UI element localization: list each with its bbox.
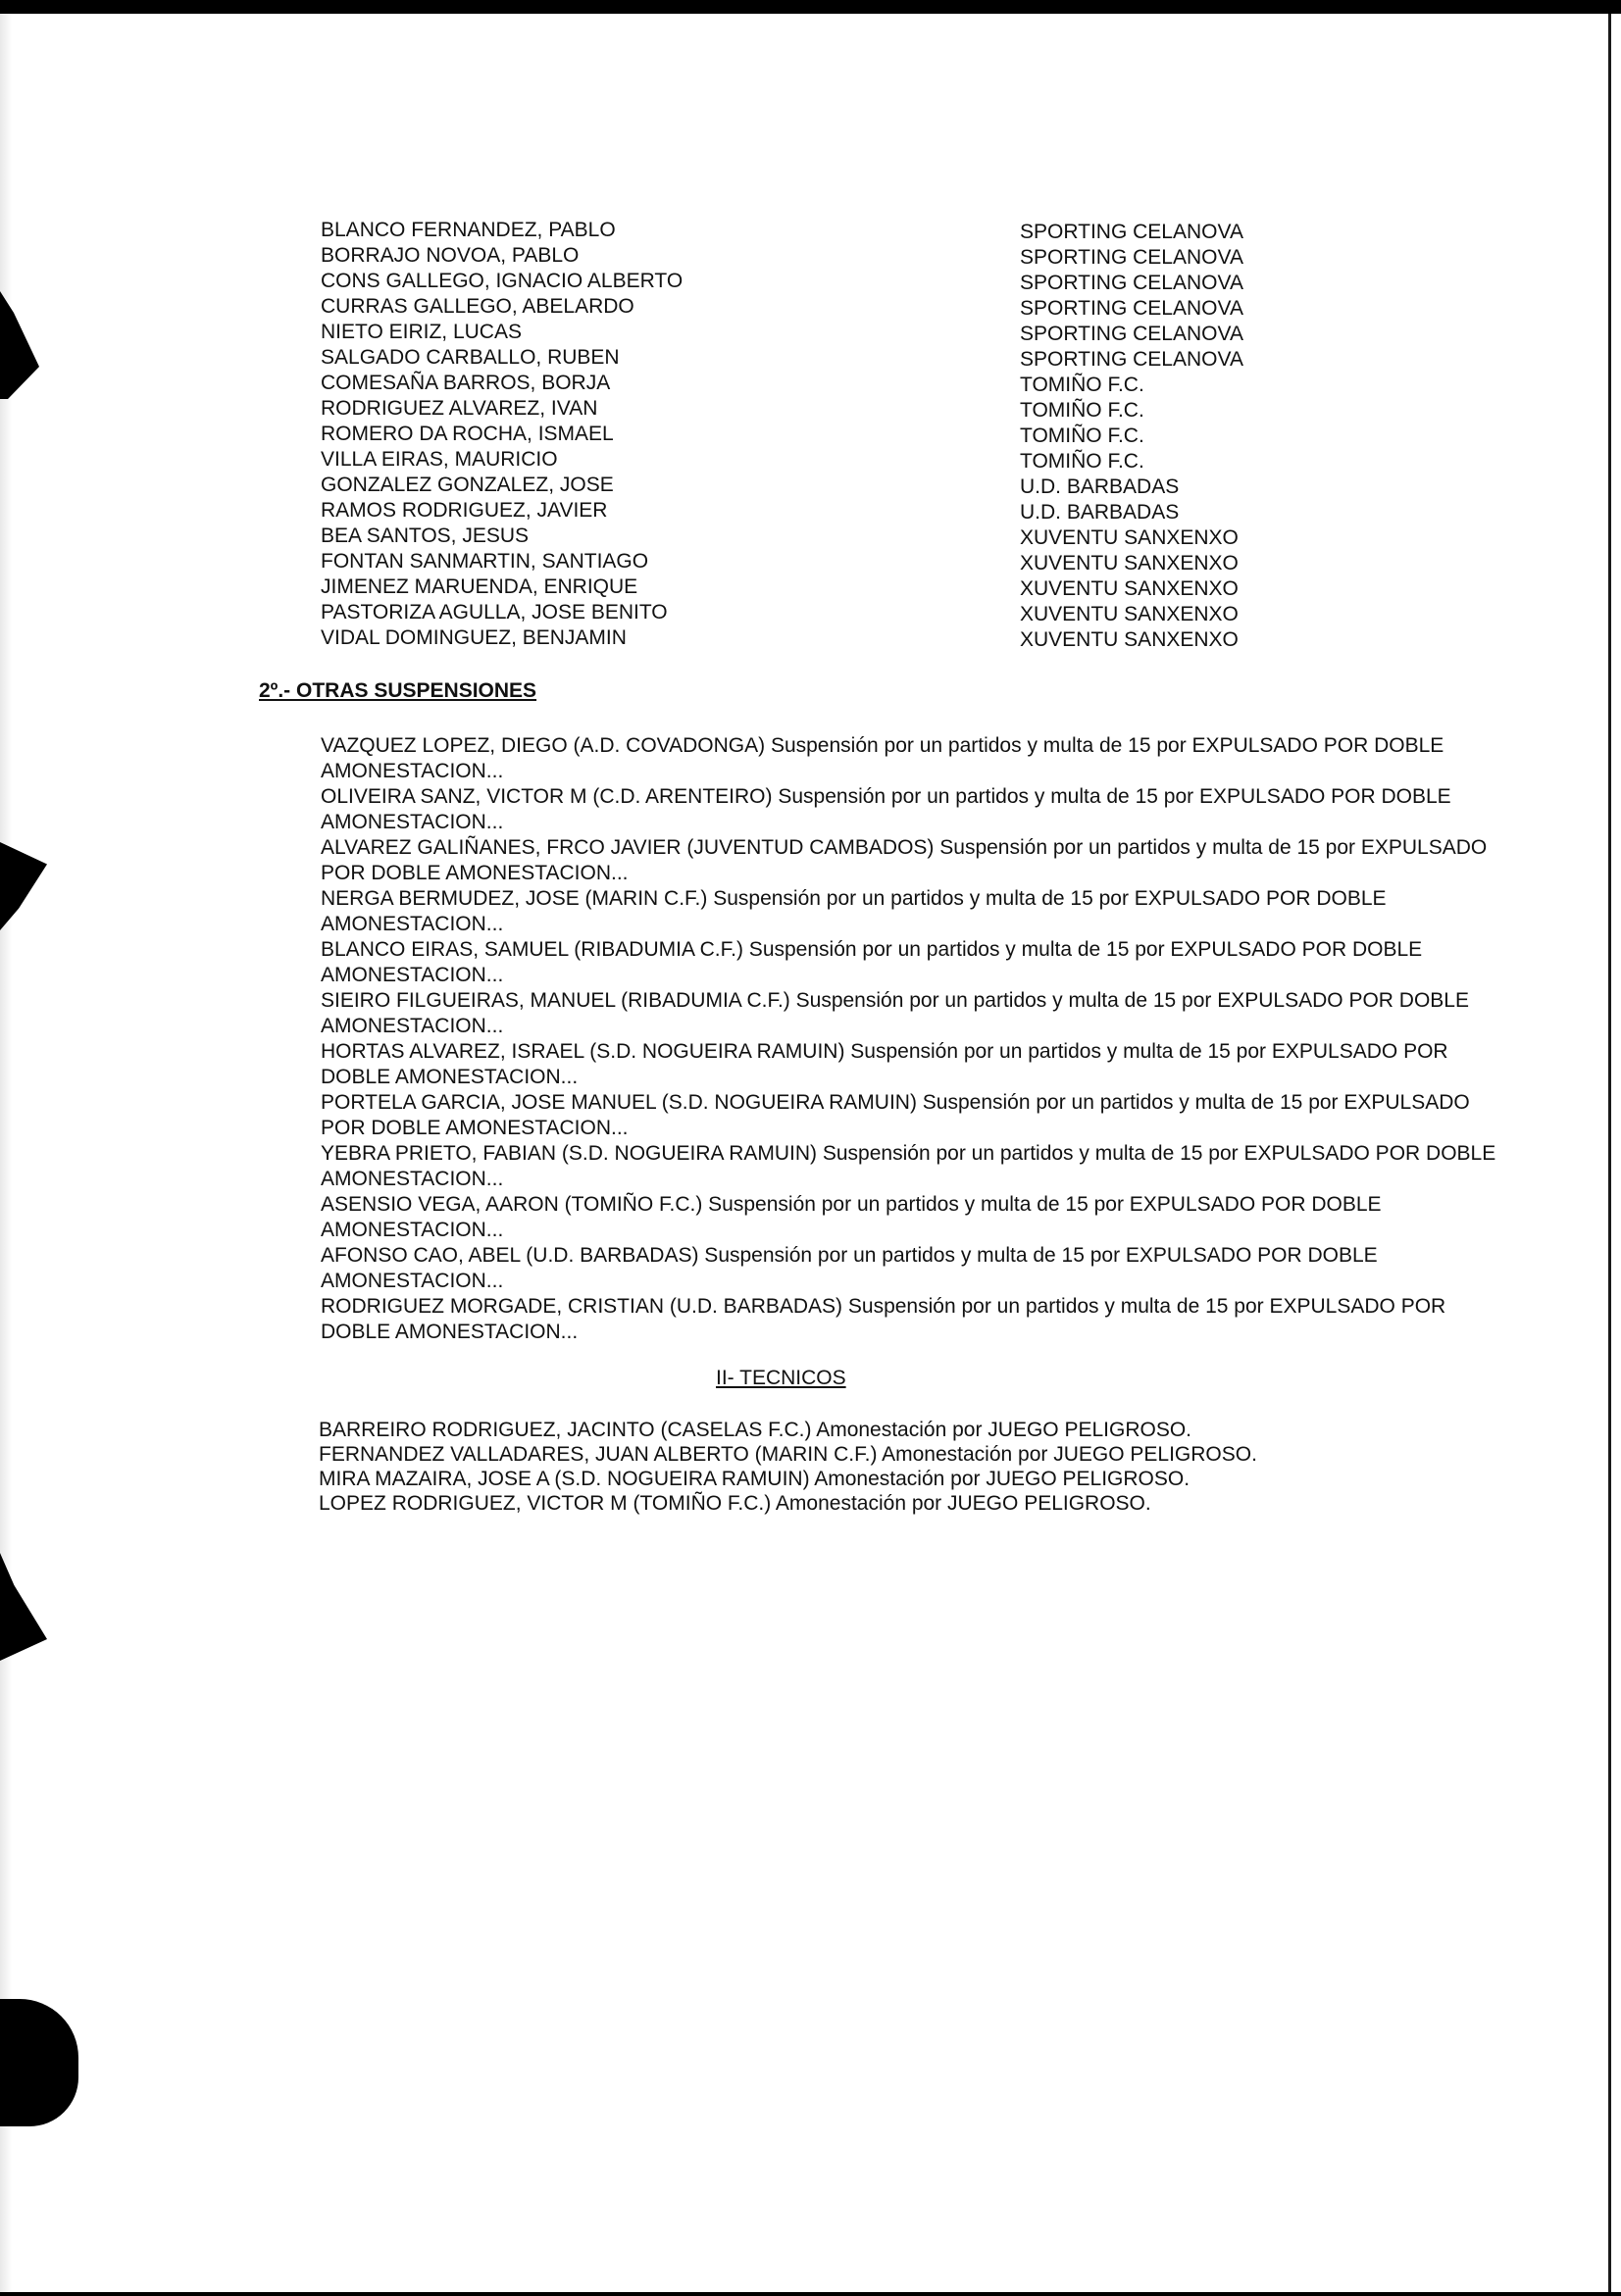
tecnico-entry: LOPEZ RODRIGUEZ, VICTOR M (TOMIÑO F.C.) Amonestación por JUEGO PELIGROSO. — [319, 1492, 1151, 1515]
player-club: TOMIÑO F.C. — [1020, 450, 1144, 473]
player-name: RODRIGUEZ ALVAREZ, IVAN — [321, 397, 598, 420]
suspension-entry: ASENSIO VEGA, AARON (TOMIÑO F.C.) Suspensión por un partidos y multa de 15 por EXPULSADO POR DOBLE AMONESTACION... — [321, 1193, 1382, 1241]
player-name-column — [321, 218, 683, 651]
player-name: BORRAJO NOVOA, PABLO — [321, 244, 580, 267]
suspension-entry: PORTELA GARCIA, JOSE MANUEL (S.D. NOGUEIRA RAMUIN) Suspensión por un partidos y multa de 15 por EXPULSADO POR DOBLE AMONESTACION... — [321, 1091, 1470, 1139]
scan-punch-mark — [0, 842, 47, 930]
player-club: SPORTING CELANOVA — [1020, 323, 1243, 345]
player-club: TOMIÑO F.C. — [1020, 424, 1144, 447]
scan-punch-mark — [0, 1999, 78, 2126]
player-club: XUVENTU SANXENXO — [1020, 628, 1239, 651]
suspension-entry: AFONSO CAO, ABEL (U.D. BARBADAS) Suspensión por un partidos y multa de 15 por EXPULSADO POR DOBLE AMONESTACION... — [321, 1244, 1378, 1292]
player-club: XUVENTU SANXENXO — [1020, 603, 1239, 625]
player-club: SPORTING CELANOVA — [1020, 297, 1243, 320]
suspension-entry: HORTAS ALVAREZ, ISRAEL (S.D. NOGUEIRA RAMUIN) Suspensión por un partidos y multa de 15 por EXPULSADO POR DOBLE AMONESTACION... — [321, 1040, 1448, 1088]
player-club: SPORTING CELANOVA — [1020, 246, 1243, 269]
player-name: CURRAS GALLEGO, ABELARDO — [321, 295, 634, 318]
otras-suspensiones-heading: 2º.- OTRAS SUSPENSIONES — [259, 679, 537, 702]
suspension-entry: NERGA BERMUDEZ, JOSE (MARIN C.F.) Suspensión por un partidos y multa de 15 por EXPULSADO POR DOBLE AMONESTACION... — [321, 887, 1387, 935]
player-club: TOMIÑO F.C. — [1020, 374, 1144, 396]
player-club: SPORTING CELANOVA — [1020, 272, 1243, 294]
player-club: XUVENTU SANXENXO — [1020, 552, 1239, 574]
suspension-entry: BLANCO EIRAS, SAMUEL (RIBADUMIA C.F.) Suspensión por un partidos y multa de 15 por EXPULSADO POR DOBLE AMONESTACION... — [321, 938, 1423, 986]
player-name: JIMENEZ MARUENDA, ENRIQUE — [321, 575, 638, 598]
player-club: U.D. BARBADAS — [1020, 475, 1180, 498]
player-name: CONS GALLEGO, IGNACIO ALBERTO — [321, 270, 684, 292]
player-name: COMESAÑA BARROS, BORJA — [321, 372, 611, 394]
suspension-entry: VAZQUEZ LOPEZ, DIEGO (A.D. COVADONGA) Suspensión por un partidos y multa de 15 por EXPULSADO POR DOBLE AMONESTACION... — [321, 734, 1444, 782]
tecnicos-heading: II- TECNICOS — [716, 1367, 846, 1389]
player-club: SPORTING CELANOVA — [1020, 348, 1243, 371]
player-club: U.D. BARBADAS — [1020, 501, 1180, 524]
player-club: XUVENTU SANXENXO — [1020, 577, 1239, 600]
tecnico-entry: FERNANDEZ VALLADARES, JUAN ALBERTO (MARIN C.F.) Amonestación por JUEGO PELIGROSO. — [319, 1443, 1257, 1466]
player-club: TOMIÑO F.C. — [1020, 399, 1144, 422]
player-club: XUVENTU SANXENXO — [1020, 526, 1239, 549]
suspension-entry: SIEIRO FILGUEIRAS, MANUEL (RIBADUMIA C.F.) Suspensión por un partidos y multa de 15 por EXPULSADO POR DOBLE AMONESTACION... — [321, 989, 1469, 1037]
suspension-entry: YEBRA PRIETO, FABIAN (S.D. NOGUEIRA RAMUIN) Suspensión por un partidos y multa de 15 por EXPULSADO POR DOBLE AMONESTACION... — [321, 1142, 1496, 1190]
player-name: RAMOS RODRIGUEZ, JAVIER — [321, 499, 608, 522]
tecnico-entry: MIRA MAZAIRA, JOSE A (S.D. NOGUEIRA RAMUIN) Amonestación por JUEGO PELIGROSO. — [319, 1468, 1190, 1490]
suspension-entry: OLIVEIRA SANZ, VICTOR M (C.D. ARENTEIRO) Suspensión por un partidos y multa de 15 por EXPULSADO POR DOBLE AMONESTACION... — [321, 785, 1451, 833]
player-name: NIETO EIRIZ, LUCAS — [321, 321, 522, 343]
player-name: VILLA EIRAS, MAURICIO — [321, 448, 558, 471]
page-right-edge — [1608, 14, 1611, 2292]
player-name: SALGADO CARBALLO, RUBEN — [321, 346, 620, 369]
suspension-entry: ALVAREZ GALIÑANES, FRCO JAVIER (JUVENTUD CAMBADOS) Suspensión por un partidos y multa de 15 por EXPULSADO POR DOBLE AMONESTACION... — [321, 836, 1488, 884]
tecnicos-list — [319, 1418, 1257, 1516]
player-name: BLANCO FERNANDEZ, PABLO — [321, 219, 616, 241]
player-name: ROMERO DA ROCHA, ISMAEL — [321, 423, 614, 445]
player-name: FONTAN SANMARTIN, SANTIAGO — [321, 550, 649, 573]
scan-punch-mark — [0, 291, 39, 399]
player-club: SPORTING CELANOVA — [1020, 221, 1243, 243]
suspension-entry: RODRIGUEZ MORGADE, CRISTIAN (U.D. BARBADAS) Suspensión por un partidos y multa de 15 por EXPULSADO POR DOBLE AMONESTACION... — [321, 1295, 1446, 1343]
player-club-column — [1020, 220, 1243, 653]
player-name: PASTORIZA AGULLA, JOSE BENITO — [321, 601, 668, 624]
tecnico-entry: BARREIRO RODRIGUEZ, JACINTO (CASELAS F.C.) Amonestación por JUEGO PELIGROSO. — [319, 1419, 1191, 1441]
scan-punch-mark — [0, 1553, 47, 1661]
player-name: VIDAL DOMINGUEZ, BENJAMIN — [321, 626, 627, 649]
player-name: BEA SANTOS, JESUS — [321, 524, 530, 547]
otras-suspensiones-list — [321, 733, 1507, 1345]
player-name: GONZALEZ GONZALEZ, JOSE — [321, 474, 614, 496]
